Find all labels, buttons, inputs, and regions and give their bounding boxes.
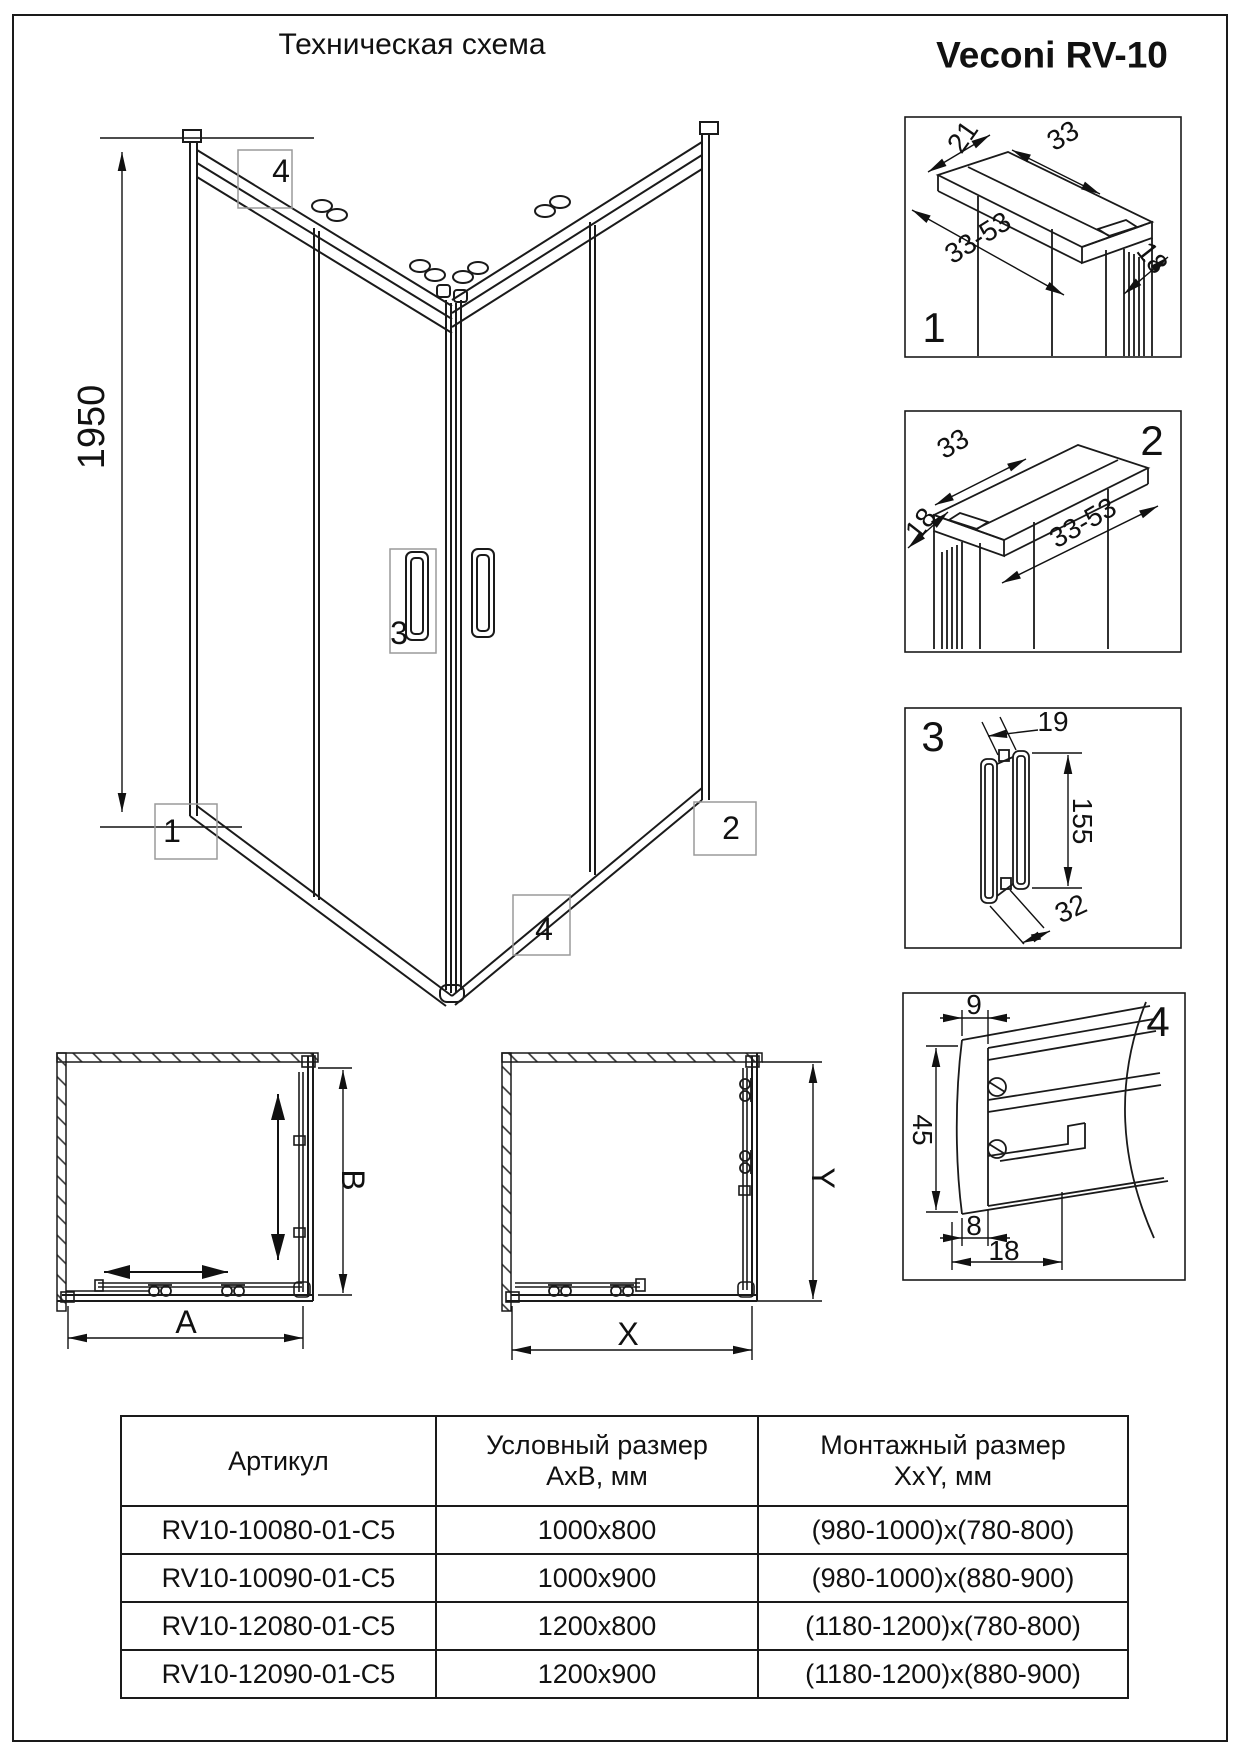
detail-2-dim-33-53: 33-53: [1043, 491, 1122, 554]
brand-model: Veconi RV-10: [936, 34, 1168, 76]
detail-4-dim-9: 9: [966, 989, 982, 1020]
callout-4-bottom: 4: [535, 911, 553, 947]
cell-article: RV10-12080-01-C5: [121, 1602, 436, 1650]
plan-view-right: [502, 1053, 822, 1360]
table-row: [121, 1602, 1128, 1650]
main-isometric-view: [100, 122, 756, 1006]
col-header-mounting: Монтажный размер XxY, мм: [758, 1416, 1128, 1506]
callout-4-top: 4: [272, 153, 290, 189]
spec-table-header-row: [121, 1416, 1128, 1506]
cell-nominal: 1000x900: [436, 1554, 758, 1602]
plan-left-dimensions: [68, 1068, 352, 1349]
plan-left-dim-A: A: [175, 1304, 197, 1340]
detail-4-number: 4: [1146, 998, 1170, 1045]
detail-2-dim-33: 33: [931, 422, 974, 465]
cell-article: RV10-10090-01-C5: [121, 1554, 436, 1602]
roller-icon: [740, 1150, 751, 1174]
cell-mounting: (980-1000)x(880-900): [758, 1554, 1128, 1602]
door-handle-icon: [406, 552, 428, 640]
corner-connector-icon: [437, 285, 450, 297]
detail-1-dim-21: 21: [940, 115, 985, 159]
cell-mounting: (1180-1200)x(780-800): [758, 1602, 1128, 1650]
plan-view-left: [57, 1053, 352, 1349]
cell-nominal: 1200x900: [436, 1650, 758, 1698]
table-row: [121, 1506, 1128, 1554]
plan-right-dim-X: X: [617, 1316, 639, 1352]
dim-height-1950: 1950: [71, 384, 113, 470]
spec-table: [120, 1415, 1129, 1699]
cell-nominal: 1000x800: [436, 1506, 758, 1554]
detail-3-drawing: [905, 708, 1181, 948]
roller-icon: [410, 260, 445, 281]
plan-right-dimensions: [512, 1062, 822, 1360]
detail-4-dim-45: 45: [907, 1114, 938, 1146]
roller-icon: [535, 196, 570, 217]
page-title: Техническая схема: [278, 28, 546, 61]
detail-3-dim-32: 32: [1050, 887, 1092, 930]
table-row: [121, 1650, 1128, 1698]
slide-direction-arrows: [104, 1094, 278, 1272]
wall-hatch: [502, 1053, 762, 1062]
detail-2-number: 2: [1140, 417, 1164, 464]
callout-3: 3: [390, 615, 408, 651]
roller-icon: [740, 1078, 751, 1102]
wall-hatch: [57, 1053, 66, 1311]
cell-article: RV10-10080-01-C5: [121, 1506, 436, 1554]
wall-hatch: [57, 1053, 318, 1062]
detail-1-dim-18: 18: [1130, 235, 1175, 280]
door-handle-icon: [472, 549, 494, 637]
detail-3-dim-19: 19: [1037, 706, 1069, 737]
roller-icon: [312, 200, 347, 221]
plan-left-dim-B: B: [335, 1169, 371, 1191]
height-dimension-lines: [100, 138, 314, 827]
cell-nominal: 1200x800: [436, 1602, 758, 1650]
col-header-article: Артикул: [121, 1416, 436, 1506]
detail-1-drawing: [905, 114, 1181, 357]
table-row: [121, 1554, 1128, 1602]
callout-1: 1: [163, 813, 181, 849]
detail-1-dim-33-53: 33-53: [939, 205, 1017, 270]
cell-mounting: (1180-1200)x(880-900): [758, 1650, 1128, 1698]
detail-2-dim-18: 18: [898, 501, 943, 546]
col-header-nominal: Условный размер АхВ, мм: [436, 1416, 758, 1506]
detail-1-dim-33: 33: [1041, 114, 1084, 157]
detail-3-number: 3: [921, 713, 945, 760]
wall-hatch: [502, 1053, 511, 1311]
detail-3-dim-155: 155: [1067, 797, 1098, 845]
plan-right-dim-Y: Y: [805, 1167, 841, 1189]
detail-4-dim-8: 8: [966, 1210, 982, 1241]
detail-1-number: 1: [922, 304, 946, 351]
detail-4-dim-18: 18: [988, 1235, 1020, 1266]
cell-mounting: (980-1000)x(780-800): [758, 1506, 1128, 1554]
cell-article: RV10-12090-01-C5: [121, 1650, 436, 1698]
callout-2: 2: [722, 810, 740, 846]
detail-4-drawing: [903, 989, 1185, 1280]
